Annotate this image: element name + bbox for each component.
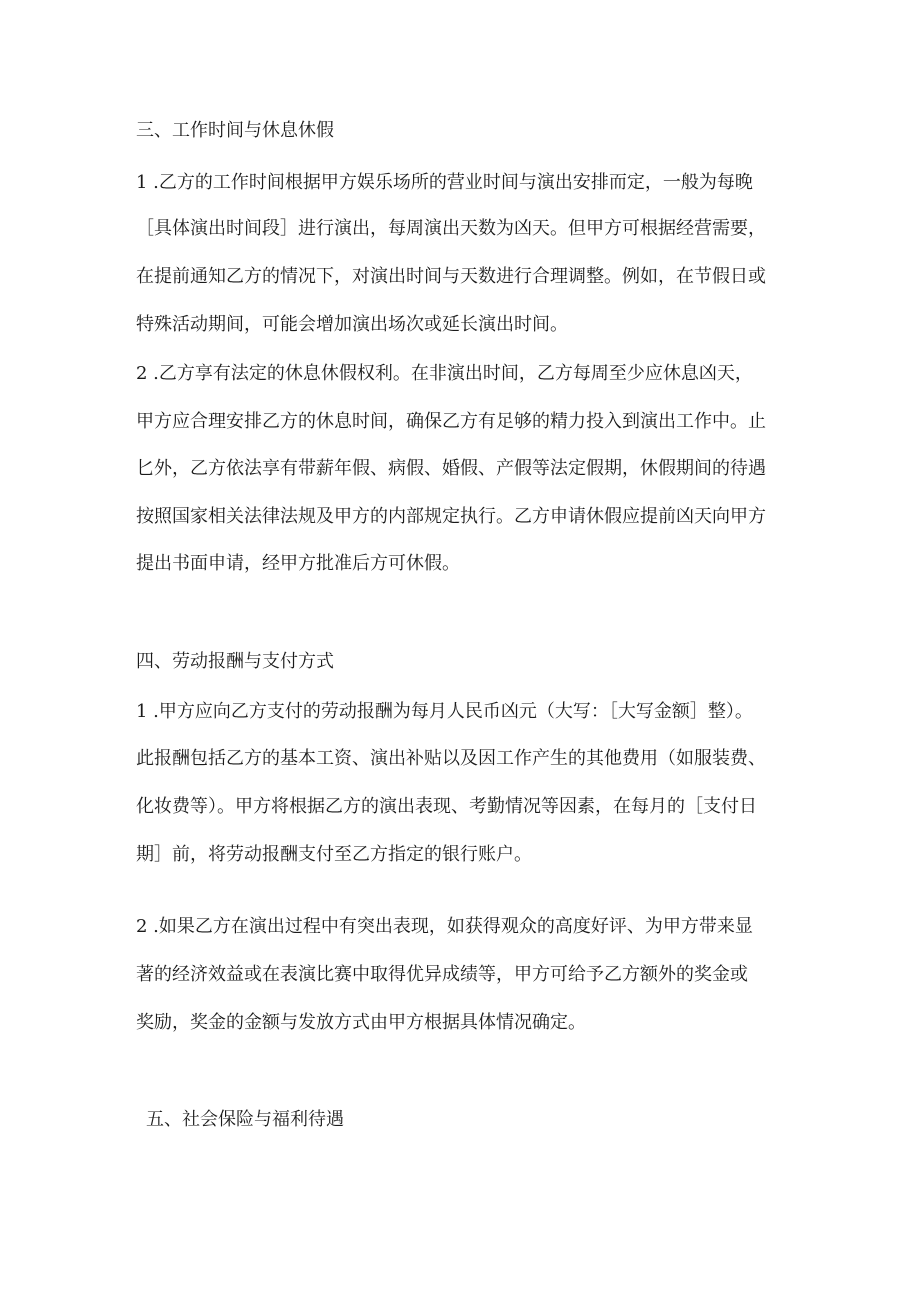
paragraph-line: 化妆费等）。甲方将根据乙方的演出表现、考勤情况等因素，在每月的［支付日 xyxy=(136,796,757,817)
paragraph-line: 1 .乙方的工作时间根据甲方娱乐场所的营业时间与演出安排而定，一般为每晚 xyxy=(136,172,753,193)
paragraph-line: 2 .乙方享有法定的休息休假权利。在非演出时间，乙方每周至少应休息凶天， xyxy=(136,363,753,384)
paragraph-line: 匕外，乙方依法享有带薪年假、病假、婚假、产假等法定假期，休假期间的待遇 xyxy=(136,458,766,479)
paragraph-line: 特殊活动期间，可能会增加演出场次或延长演出时间。 xyxy=(136,314,568,335)
paragraph-line: 甲方应合理安排乙方的休息时间，确保乙方有足够的精力投入到演出工作中。止 xyxy=(136,411,766,432)
paragraph-line: 著的经济效益或在表演比赛中取得优异成绩等，甲方可给予乙方额外的奖金或 xyxy=(136,964,748,985)
section-heading-remuneration: 四、劳动报酬与支付方式 xyxy=(136,651,334,672)
paragraph-line: 1 .甲方应向乙方支付的劳动报酬为每月人民币凶元（大写：［大写金额］整）。 xyxy=(136,701,753,722)
paragraph-line: 2 .如果乙方在演出过程中有突出表现，如获得观众的高度好评、为甲方带来显 xyxy=(136,916,753,937)
section-heading-work-time: 三、工作时间与休息休假 xyxy=(136,120,334,141)
paragraph-line: 此报酬包括乙方的基本工资、演出补贴以及因工作产生的其他费用（如服装费、 xyxy=(136,748,766,769)
paragraph-line: 按照国家相关法律法规及甲方的内部规定执行。乙方申请休假应提前凶天向甲方 xyxy=(136,506,766,527)
paragraph-line: 提出书面申请，经甲方批准后方可休假。 xyxy=(136,553,460,574)
paragraph-line: 在提前通知乙方的情况下，对演出时间与天数进行合理调整。例如，在节假日或 xyxy=(136,266,766,287)
paragraph-line: 期］前，将劳动报酬支付至乙方指定的银行账户。 xyxy=(136,844,532,865)
section-heading-social-insurance: 五、社会保险与福利待遇 xyxy=(146,1109,344,1130)
paragraph-line: 奖励，奖金的金额与发放方式由甲方根据具体情况确定。 xyxy=(136,1012,586,1033)
paragraph-line: ［具体演出时间段］进行演出，每周演出天数为凶天。但甲方可根据经营需要， xyxy=(136,218,766,239)
